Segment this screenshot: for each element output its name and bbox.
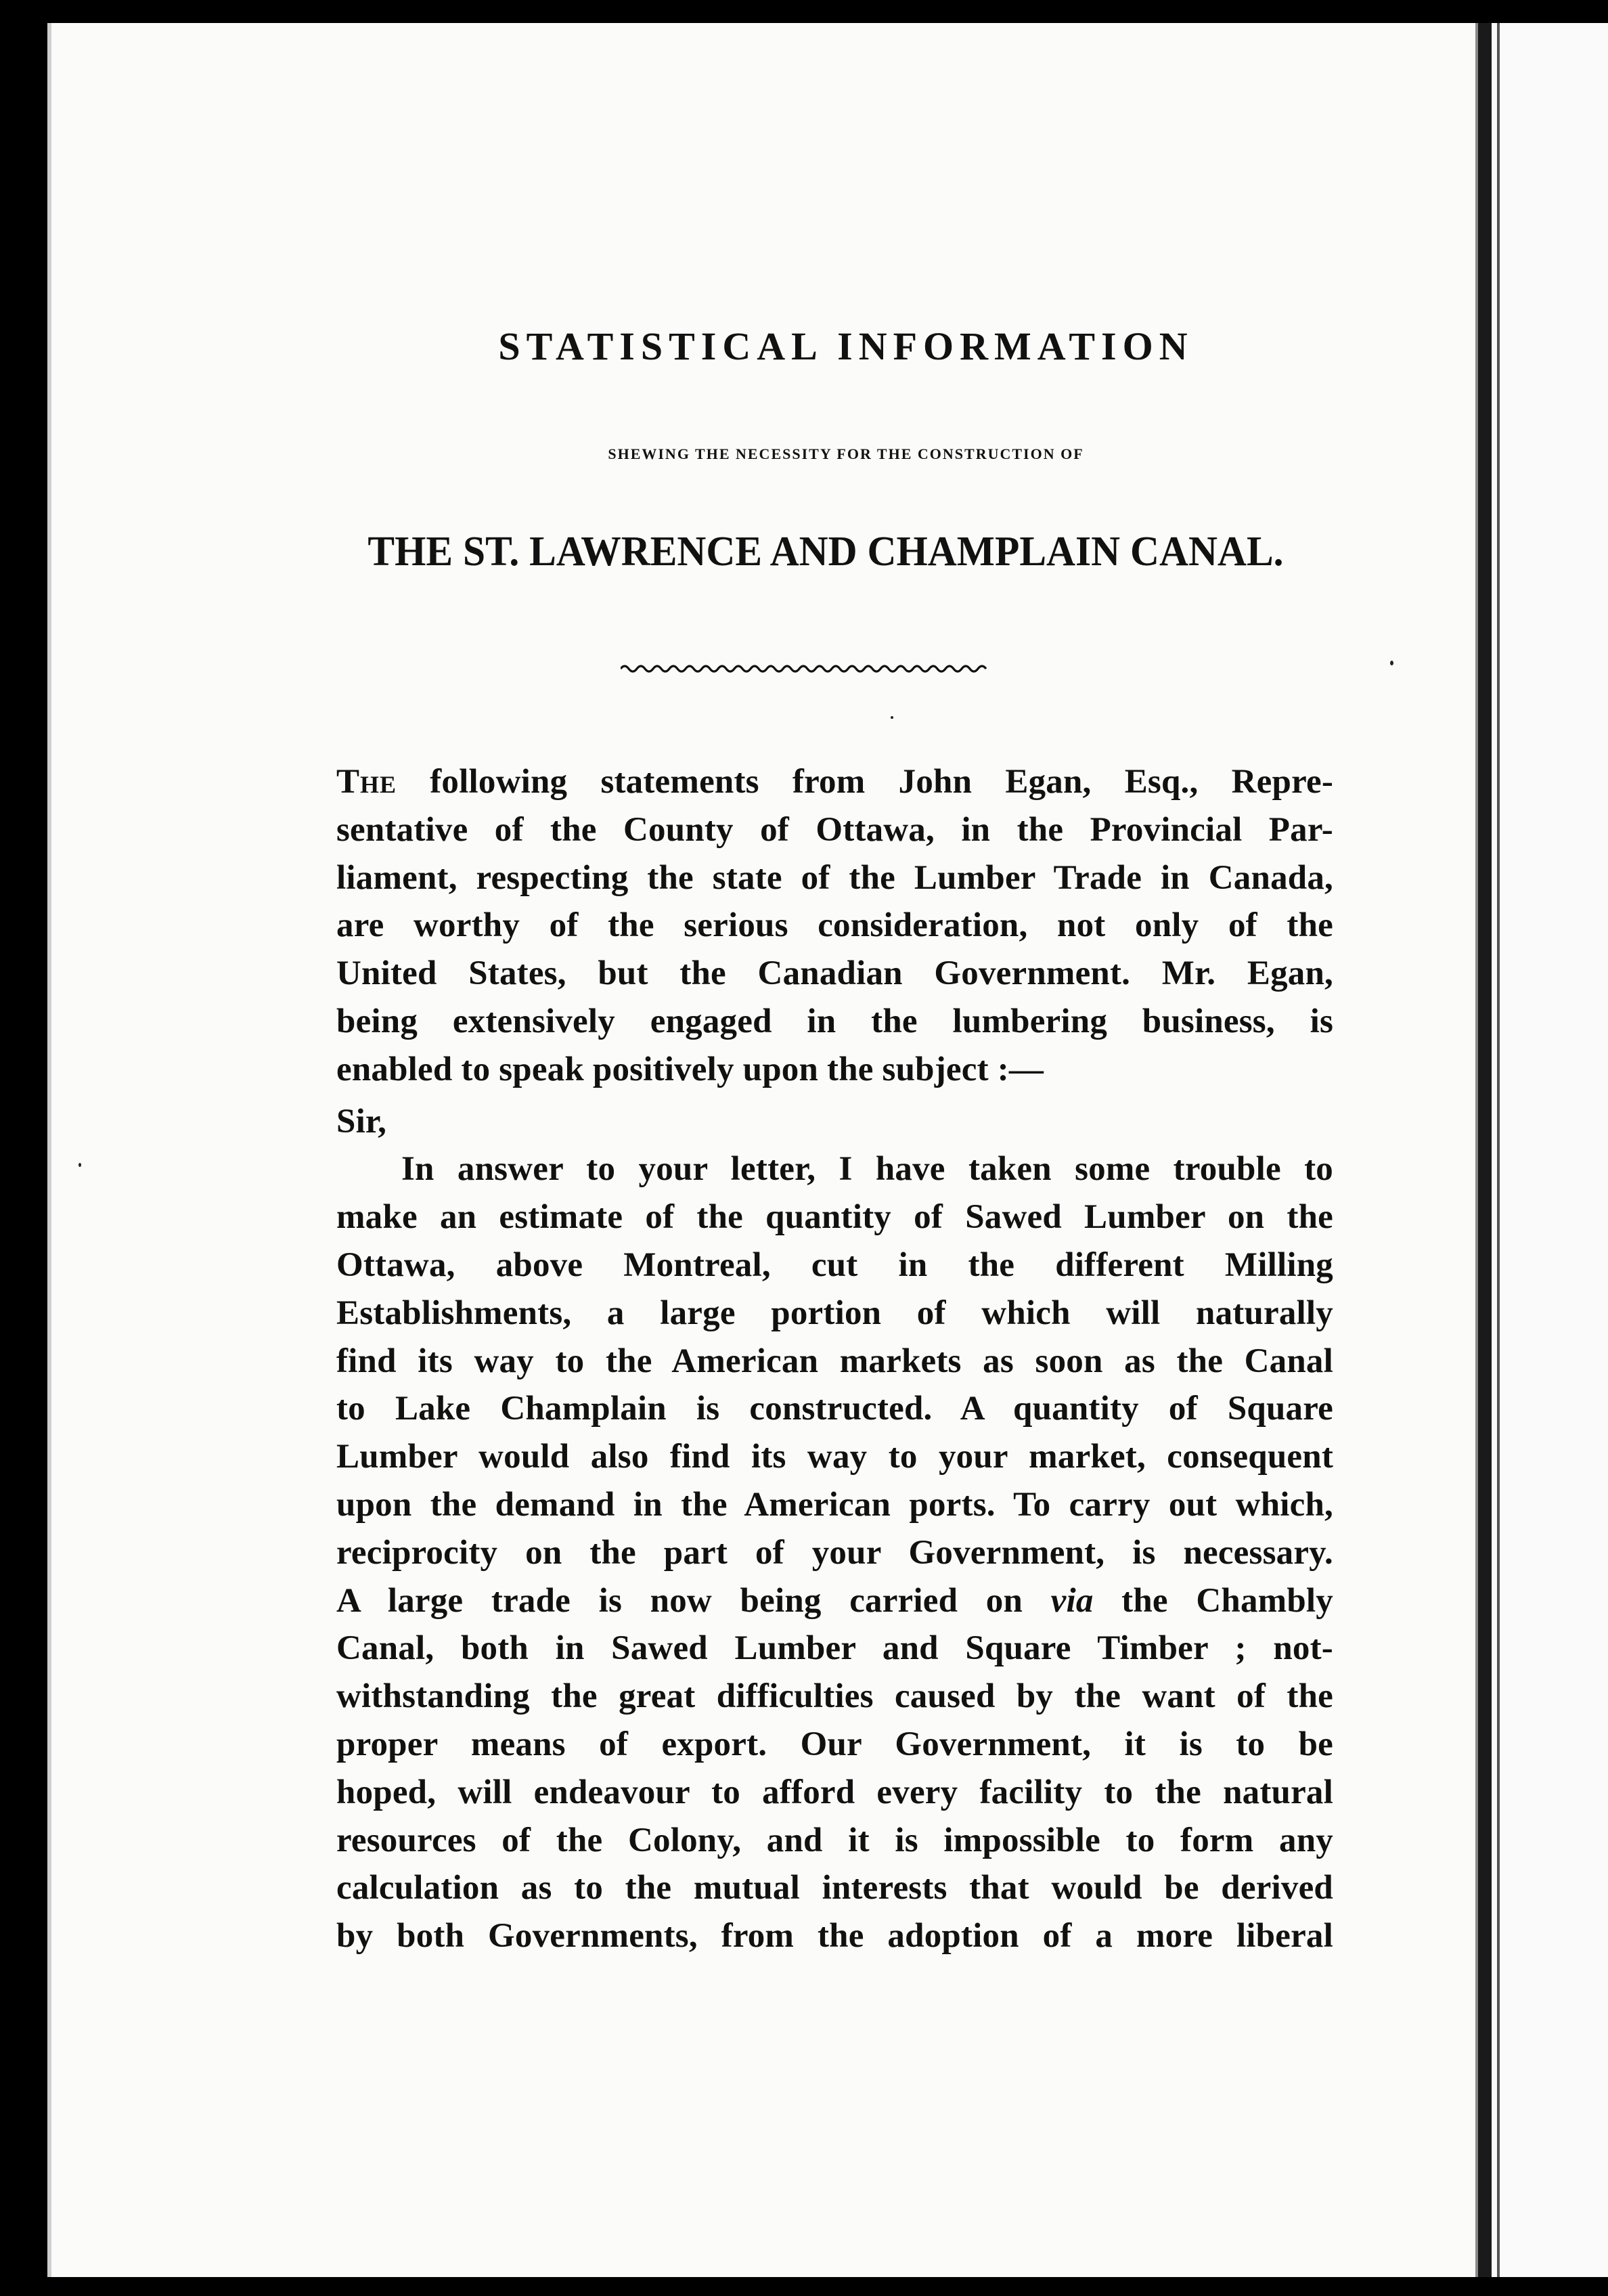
ink-speck [1390, 661, 1393, 665]
letter-line: Canal, both in Sawed Lumber and Square Timber ; not- [336, 1629, 1333, 1668]
letter-line-segment: the Chambly [1093, 1581, 1333, 1620]
page-heading: STATISTICAL INFORMATION [498, 324, 1194, 368]
letter-line: In answer to your letter, I have taken some trouble to [401, 1150, 1333, 1189]
letter-line: hoped, will endeavour to afford every facility to the natural [336, 1773, 1333, 1811]
intro-paragraph [336, 758, 1333, 1094]
letter-paragraph [336, 1145, 1333, 1960]
intro-line: being extensively engaged in the lumbering business, is [336, 1002, 1333, 1040]
letter-line: reciprocity on the part of your Government, is necessary. [336, 1533, 1333, 1572]
letter-line: by both Governments, from the adoption of a more liberal [336, 1917, 1333, 1956]
canal-title: THE ST. LAWRENCE AND CHAMPLAIN CANAL. [367, 529, 1284, 575]
letter-line: resources of the Colony, and it is impossible to form any [336, 1821, 1333, 1859]
letter-line: Ottawa, above Montreal, cut in the different Milling [336, 1245, 1333, 1284]
letter-line: Lumber would also find its way to your market, consequent [336, 1438, 1333, 1476]
letter-line: make an estimate of the quantity of Sawed Lumber on the [336, 1198, 1333, 1237]
letter-line: Establishments, a large portion of which will naturally [336, 1294, 1333, 1332]
intro-line: United States, but the Canadian Government. Mr. Egan, [336, 954, 1333, 993]
letter-line: to Lake Champlain is constructed. A quantity of Square [336, 1390, 1333, 1428]
intro-line: enabled to speak positively upon the subject :— [336, 1050, 1044, 1088]
intro-line: sentative of the County of Ottawa, in the Provincial Par- [336, 810, 1333, 849]
intro-line: following statements from John Egan, Esq., Repre- [430, 763, 1333, 801]
letter-line: find its way to the American markets as soon as the Canal [336, 1342, 1333, 1380]
ink-speck [79, 1163, 81, 1167]
letter-line: upon the demand in the American ports. To carry out which, [336, 1485, 1333, 1524]
body-text [336, 758, 1333, 1960]
intro-line: are worthy of the serious consideration, not only of the [336, 906, 1333, 945]
intro-line: liament, respecting the state of the Lumber Trade in Canada, [336, 858, 1333, 897]
letter-line [336, 1577, 1333, 1625]
intro-lead-word: The [336, 763, 397, 801]
letter-line: withstanding the great difficulties caused by the want of the [336, 1677, 1333, 1716]
letter-line: calculation as to the mutual interests that would be derived [336, 1869, 1333, 1907]
italic-word: via [1050, 1581, 1094, 1620]
letter-line: proper means of export. Our Government, it is to be [336, 1725, 1333, 1763]
salutation: Sir, [336, 1102, 387, 1141]
decorative-wavy-rule [621, 662, 989, 676]
letter-line-segment: A large trade is now being carried on [336, 1581, 1051, 1620]
ink-speck [891, 716, 893, 719]
page-subheading: SHEWING THE NECESSITY FOR THE CONSTRUCTION OF [608, 445, 1084, 462]
